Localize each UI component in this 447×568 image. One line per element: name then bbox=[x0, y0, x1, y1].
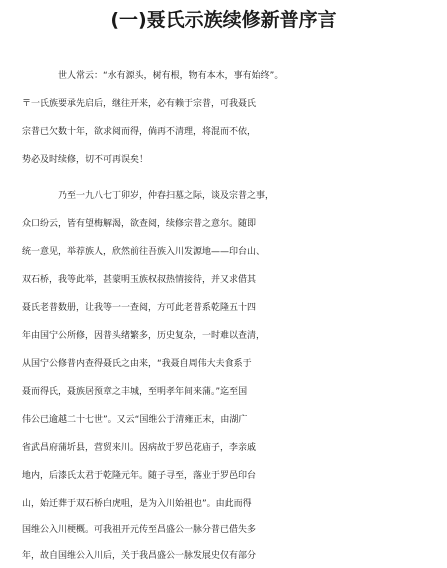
text-line: 聂氏老普数册，让我等一一查阅，方可此老普系乾隆五十四 bbox=[22, 303, 257, 313]
text-line: 地内，后漆氏太君于乾隆元年。随子寻至，落业于罗邑印台 bbox=[22, 471, 257, 481]
text-line: 国维公入川梗概。可我祖开元传至昌盛公一脉分普已借失多 bbox=[22, 525, 257, 535]
text-line: 聂而得氏，聂族居预章之丰城，至明孝年间来蒲。”迄至国 bbox=[22, 387, 248, 397]
text-line: 省武昌府蒲圻县，营贸来川。因病故于罗邑花庙子，李亲戚 bbox=[22, 443, 257, 453]
text-line: 宗普已欠数十年，欲求阅而得，倘再不清理，将混而不依， bbox=[22, 127, 257, 137]
text-line: 伟公已逾越二十七世”。又云“国维公于清雍正末，由湖广 bbox=[22, 415, 248, 425]
text-line: 世人常云：“水有源头，树有根，物有本木，事有始终”。 bbox=[58, 71, 284, 81]
document-title: (一)聂氏示族续修新普序言 bbox=[110, 9, 337, 31]
text-line: 山，始迁葬于双石桥白虎咀，是为入川始祖也”。由此而得 bbox=[22, 499, 252, 509]
text-line: 众口纷云，皆有望梅解渴，欲查阅，续修宗普之意尔。随即 bbox=[22, 219, 257, 229]
text-line: 统一意见，举荐族人，欣然前往吾族入川发源地——印台山、 bbox=[22, 247, 266, 257]
text-line: 〒一氏族要承先启后，继往开来，必有赖于宗普，可我聂氏 bbox=[22, 99, 257, 109]
text-line: 从国宁公修普内查得聂氏之由来，“我聂自周伟大夫食系于 bbox=[22, 359, 252, 369]
text-line: 年，故自国维公入川后，关于我昌盛公一脉发展史仅有部分 bbox=[22, 551, 257, 561]
text-line: 势必及时续修，切不可再误矣！ bbox=[22, 155, 149, 165]
text-line: 乃至一九八七丁卯岁，仲春扫墓之际，谈及宗普之事， bbox=[58, 191, 275, 201]
text-line: 双石桥，我等此举，甚蒙明玉族权叔热情接待，并又求借其 bbox=[22, 275, 257, 285]
text-line: 年由国宁公所修，因普头绪繁多，历史复杂，一时难以查清， bbox=[22, 331, 266, 341]
